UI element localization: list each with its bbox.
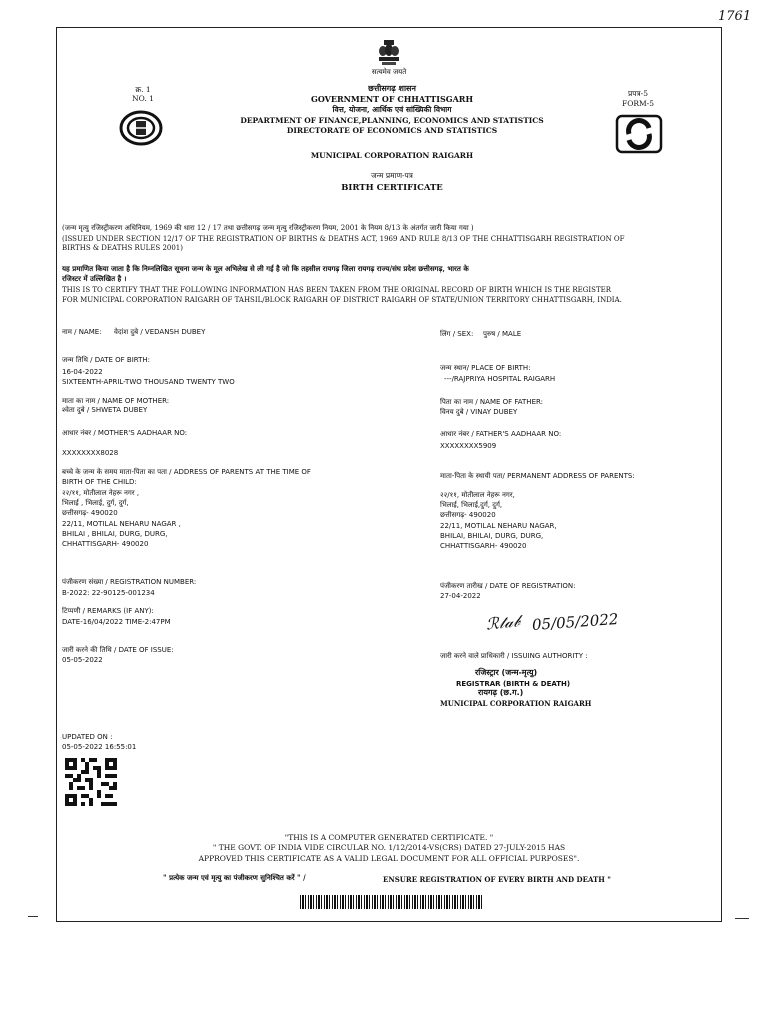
address-at-birth-hi-line: भिलाई , भिलाई, दुर्ग, दुर्ग, bbox=[62, 499, 129, 507]
directorate-title: DIRECTORATE OF ECONOMICS AND STATISTICS bbox=[286, 126, 498, 135]
government-hindi: छत्तीसगढ़ शासन bbox=[368, 83, 416, 93]
national-emblem-icon bbox=[374, 38, 404, 68]
permanent-address-en-line: CHHATTISGARH- 490020 bbox=[440, 542, 527, 550]
mother-aadhaar-label: आधार नंबर / MOTHER'S AADHAAR NO: bbox=[62, 429, 188, 437]
address-at-birth-en-line: BHILAI , BHILAI, DURG, DURG, bbox=[62, 530, 168, 538]
date-of-issue-label: जारी करने की तिथि / DATE OF ISSUE: bbox=[62, 646, 174, 654]
government-title: GOVERNMENT OF CHHATTISGARH bbox=[310, 94, 474, 104]
father-aadhaar-value: XXXXXXXX5909 bbox=[440, 442, 497, 450]
sex-value: पुरुष / MALE bbox=[483, 330, 522, 338]
corner-handwritten-mark: 1761 bbox=[718, 9, 752, 24]
father-aadhaar-label: आधार नंबर / FATHER'S AADHAAR NO: bbox=[440, 430, 562, 438]
updated-on-label: UPDATED ON : bbox=[62, 733, 113, 741]
certify-english-cont: FOR MUNICIPAL CORPORATION RAIGARH OF TAHSIL/BLOCK RAIGARH OF DISTRICT RAIGARH OF STATE/UNION TERRITORY CHHATTISGARH, INDIA. bbox=[62, 296, 622, 304]
dob-value: 16-04-2022 bbox=[62, 368, 103, 376]
slogan-hindi: " प्रत्येक जन्म एवं मृत्यु का पंजीकरण सुनिश्चित करें " / bbox=[163, 873, 306, 882]
address-at-birth-label: बच्चे के जन्म के समय माता-पिता का पता / ADDRESS OF PARENTS AT THE TIME OF bbox=[62, 468, 311, 476]
dob-label: जन्म तिथि / DATE OF BIRTH: bbox=[62, 356, 151, 364]
remarks-value: DATE-16/04/2022 TIME-2:47PM bbox=[62, 618, 171, 626]
permanent-address-hi-line: २२/११, मोतीलाल नेहरू नगर, bbox=[440, 491, 515, 499]
certificate-title: BIRTH CERTIFICATE bbox=[341, 183, 443, 193]
certificate-title-hindi: जन्म प्रमाण-पत्र bbox=[371, 171, 413, 180]
registration-number-label: पंजीकरण संख्या / REGISTRATION NUMBER: bbox=[62, 578, 197, 586]
mother-value: श्वेता दुबे / SHWETA DUBEY bbox=[62, 406, 148, 414]
emblem-caption: सत्यमेव जयते bbox=[371, 68, 407, 76]
permanent-address-hi-line: भिलाई, भिलाई,दुर्ग, दुर्ग, bbox=[440, 501, 503, 509]
pob-label: जन्म स्थान/ PLACE OF BIRTH: bbox=[440, 364, 531, 372]
issued-under-hindi: (जन्म मृत्यु रजिस्ट्रीकरण अधिनियम, 1969 की धारा 12 / 17 तथा छत्तीसगढ़ जन्म मृत्यु रजिस्ट्रीकरण नियम, 2001 के नियम 8/13 के अंतर्गत जारी किया गया ) bbox=[62, 224, 474, 232]
father-label: पिता का नाम / NAME OF FATHER: bbox=[440, 398, 543, 406]
signature-icon: ℛ𝓉𝒶𝒷 bbox=[485, 611, 521, 634]
pob-value: ---/RAJPRIYA HOSPITAL RAIGARH bbox=[444, 375, 556, 383]
date-of-issue-value: 05-05-2022 bbox=[62, 656, 103, 664]
permanent-address-en-line: 22/11, MOTILAL NEHARU NAGAR, bbox=[440, 522, 557, 530]
certify-hindi-cont: रजिस्टर में उल्लिखित है । bbox=[62, 274, 127, 283]
certify-english: THIS IS TO CERTIFY THAT THE FOLLOWING INFORMATION HAS BEEN TAKEN FROM THE ORIGINAL RECORD OF BIRTH WHICH IS THE REGISTER bbox=[62, 286, 611, 294]
state-seal-icon bbox=[119, 110, 163, 146]
father-value: विनय दुबे / VINAY DUBEY bbox=[440, 408, 518, 416]
left-number: NO. 1 bbox=[132, 94, 154, 103]
remarks-label: टिप्पणी / REMARKS (IF ANY): bbox=[62, 607, 154, 615]
address-at-birth-hi-line: २२/११, मोतीलाल नेहरू नगर , bbox=[62, 489, 140, 497]
address-at-birth-en-line: 22/11, MOTILAL NEHARU NAGAR , bbox=[62, 520, 181, 528]
govt-circular-note: " THE GOVT. OF INDIA VIDE CIRCULAR NO. 1/12/2014-VS(CRS) DATED 27-JULY-2015 HAS bbox=[212, 843, 566, 852]
registrar-place-stamp: रायगढ़ (छ.ग.) bbox=[478, 688, 524, 697]
department-title: DEPARTMENT OF FINANCE,PLANNING, ECONOMICS AND STATISTICS bbox=[240, 116, 544, 125]
registration-date-value: 27-04-2022 bbox=[440, 592, 481, 600]
computer-generated-note: "THIS IS A COMPUTER GENERATED CERTIFICATE. " bbox=[284, 833, 494, 842]
slogan-english: ENSURE REGISTRATION OF EVERY BIRTH AND DEATH " bbox=[383, 875, 611, 884]
form-number: FORM-5 bbox=[622, 99, 654, 108]
sex-label: लिंग / SEX: bbox=[440, 330, 474, 338]
updated-on-value: 05-05-2022 16:55:01 bbox=[62, 743, 137, 751]
registrar-hindi-stamp: रजिस्ट्रार (जन्म-मृत्यु) bbox=[475, 668, 538, 677]
permanent-address-en-line: BHILAI, BHILAI, DURG, DURG, bbox=[440, 532, 544, 540]
registrar-stamp: REGISTRAR (BIRTH & DEATH) bbox=[456, 680, 571, 688]
left-number-hindi: क्र. 1 bbox=[135, 85, 151, 94]
registration-date-label: पंजीकरण तारीख / DATE OF REGISTRATION: bbox=[440, 582, 576, 590]
issued-under-english-cont: BIRTHS & DEATHS RULES 2001) bbox=[62, 244, 183, 252]
scan-edge-line bbox=[28, 916, 38, 917]
issued-under-english: (ISSUED UNDER SECTION 12/17 OF THE REGISTRATION OF BIRTHS & DEATHS ACT, 1969 AND RULE 8/13 OF THE CHHATTISGARH REGISTRATION OF bbox=[62, 235, 625, 243]
certify-hindi: यह प्रमाणित किया जाता है कि निम्नलिखित सूचना जन्म के मूल अभिलेख से ली गई है जो कि तहसील रायगढ़ जिला रायगढ़ राज्य/संघ प्रदेश छत्तीसगढ़, भारत के bbox=[62, 264, 469, 273]
address-at-birth-hi-line: छत्तीसगढ़- 490020 bbox=[62, 509, 118, 517]
form-number-hindi: प्रपत्र-5 bbox=[628, 89, 648, 98]
handwritten-issue-date: 05/05/2022 bbox=[531, 610, 619, 634]
name-label: नाम / NAME: bbox=[62, 328, 102, 336]
authority-corporation: MUNICIPAL CORPORATION RAIGARH bbox=[440, 699, 592, 708]
permanent-address-hi-line: छत्तीसगढ़- 490020 bbox=[440, 511, 496, 519]
scan-edge-line bbox=[735, 918, 749, 919]
mother-label: माता का नाम / NAME OF MOTHER: bbox=[62, 397, 170, 405]
corporation-title: MUNICIPAL CORPORATION RAIGARH bbox=[310, 151, 474, 160]
crs-logo-icon bbox=[615, 114, 663, 154]
dob-words: SIXTEENTH-APRIL-TWO THOUSAND TWENTY TWO bbox=[62, 378, 235, 386]
permanent-address-label: माता-पिता के स्थायी पता/ PERMANENT ADDRESS OF PARENTS: bbox=[440, 472, 635, 480]
registration-number-value: B-2022: 22-90125-001234 bbox=[62, 589, 155, 597]
address-at-birth-en-line: CHHATTISGARH- 490020 bbox=[62, 540, 149, 548]
department-hindi: वित्त, योजना, आर्थिक एवं सांख्यिकी विभाग bbox=[332, 105, 452, 114]
name-value: वेदांश दुबे / VEDANSH DUBEY bbox=[114, 328, 206, 336]
qr-code-icon bbox=[65, 758, 117, 806]
address-at-birth-label-cont: BIRTH OF THE CHILD: bbox=[62, 478, 137, 486]
barcode-icon bbox=[300, 895, 484, 909]
issuing-authority-label: जारी करने वाले प्राधिकारी / ISSUING AUTHORITY : bbox=[440, 652, 588, 660]
govt-circular-note-cont: APPROVED THIS CERTIFICATE AS A VALID LEGAL DOCUMENT FOR ALL OFFICIAL PURPOSES". bbox=[198, 854, 580, 863]
mother-aadhaar-value: XXXXXXXX8028 bbox=[62, 449, 119, 457]
